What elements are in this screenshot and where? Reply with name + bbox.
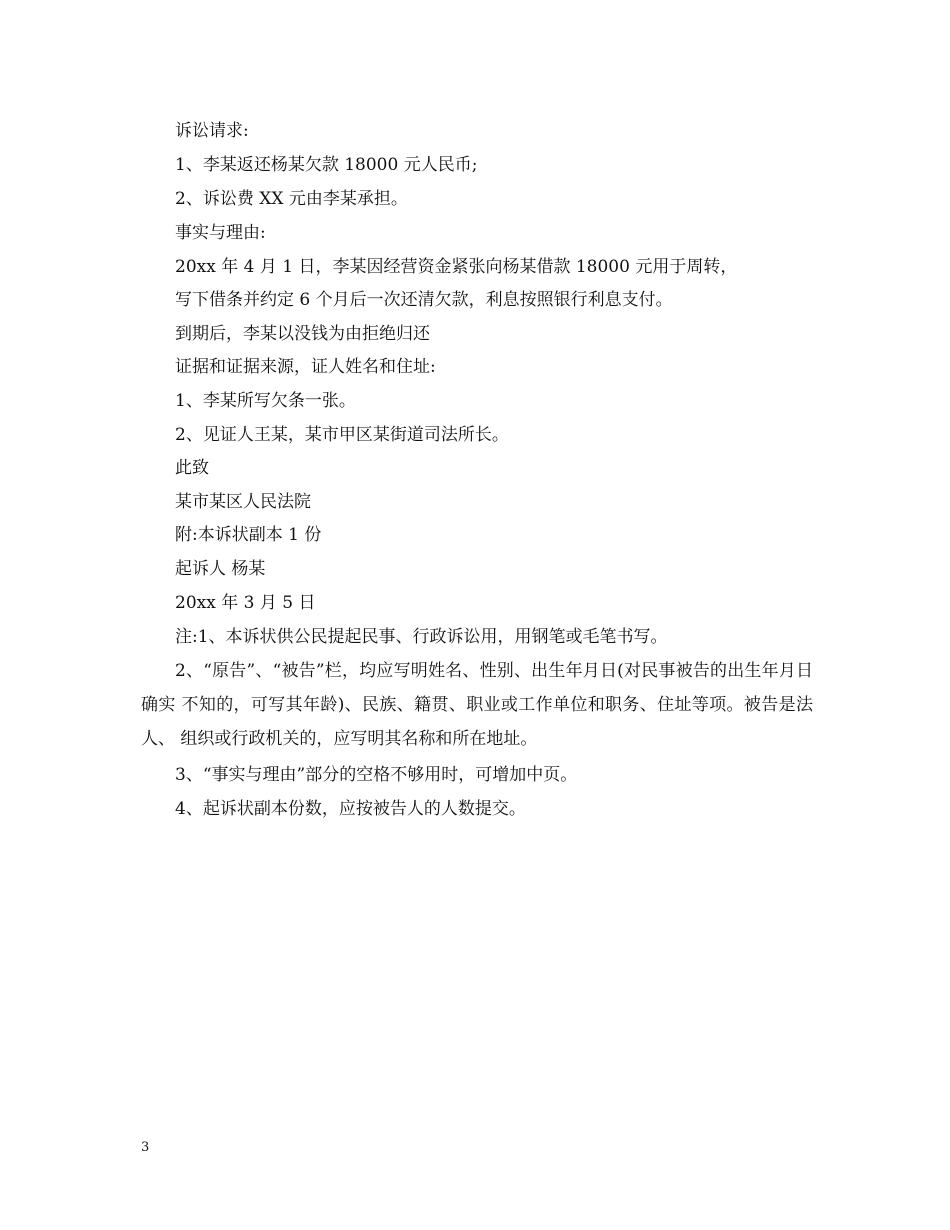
text-line: 写下借条并约定 6 个月后一次还清欠款，利息按照银行利息支付。	[175, 290, 673, 310]
text-line: 诉讼请求:	[175, 121, 249, 141]
text-line: 2、诉讼费 XX 元由李某承担。	[175, 189, 408, 209]
text-line: 20xx 年 3 月 5 日	[175, 593, 316, 613]
text-line: 附:本诉状副本 1 份	[175, 525, 322, 545]
text-line: 证据和证据来源，证人姓名和住址:	[175, 357, 436, 377]
text-line: 20xx 年 4 月 1 日，李某因经营资金紧张向杨某借款 18000 元用于周转，	[175, 257, 738, 277]
note-line: 3、“事实与理由”部分的空格不够用时，可增加中页。	[175, 765, 578, 785]
note-line: 4、起诉状副本份数，应按被告人的人数提交。	[175, 799, 526, 819]
note-paragraph: 2、“原告”、“被告”栏，均应写明姓名、性别、出生年月日(对民事被告的出生年月日确实 不知的，可写其年龄)、民族、籍贯、职业或工作单位和职务、住址等项。被告是法人、 组织或行政机关的，应写明其名称和所在地址。	[141, 661, 813, 749]
page-number: 3	[141, 1140, 150, 1155]
text-line: 起诉人 杨某	[175, 559, 266, 579]
text-line: 事实与理由:	[175, 223, 266, 243]
text-line: 此致	[175, 458, 209, 478]
text-line: 某市某区人民法院	[175, 492, 311, 512]
text-line: 到期后，李某以没钱为由拒绝归还	[175, 324, 430, 344]
text-line: 1、李某所写欠条一张。	[175, 391, 356, 411]
text-line: 1、李某返还杨某欠款 18000 元人民币;	[175, 155, 478, 175]
text-line: 2、见证人王某，某市甲区某街道司法所长。	[175, 425, 509, 445]
text-line: 注:1、本诉状供公民提起民事、行政诉讼用，用钢笔或毛笔书写。	[175, 627, 668, 647]
